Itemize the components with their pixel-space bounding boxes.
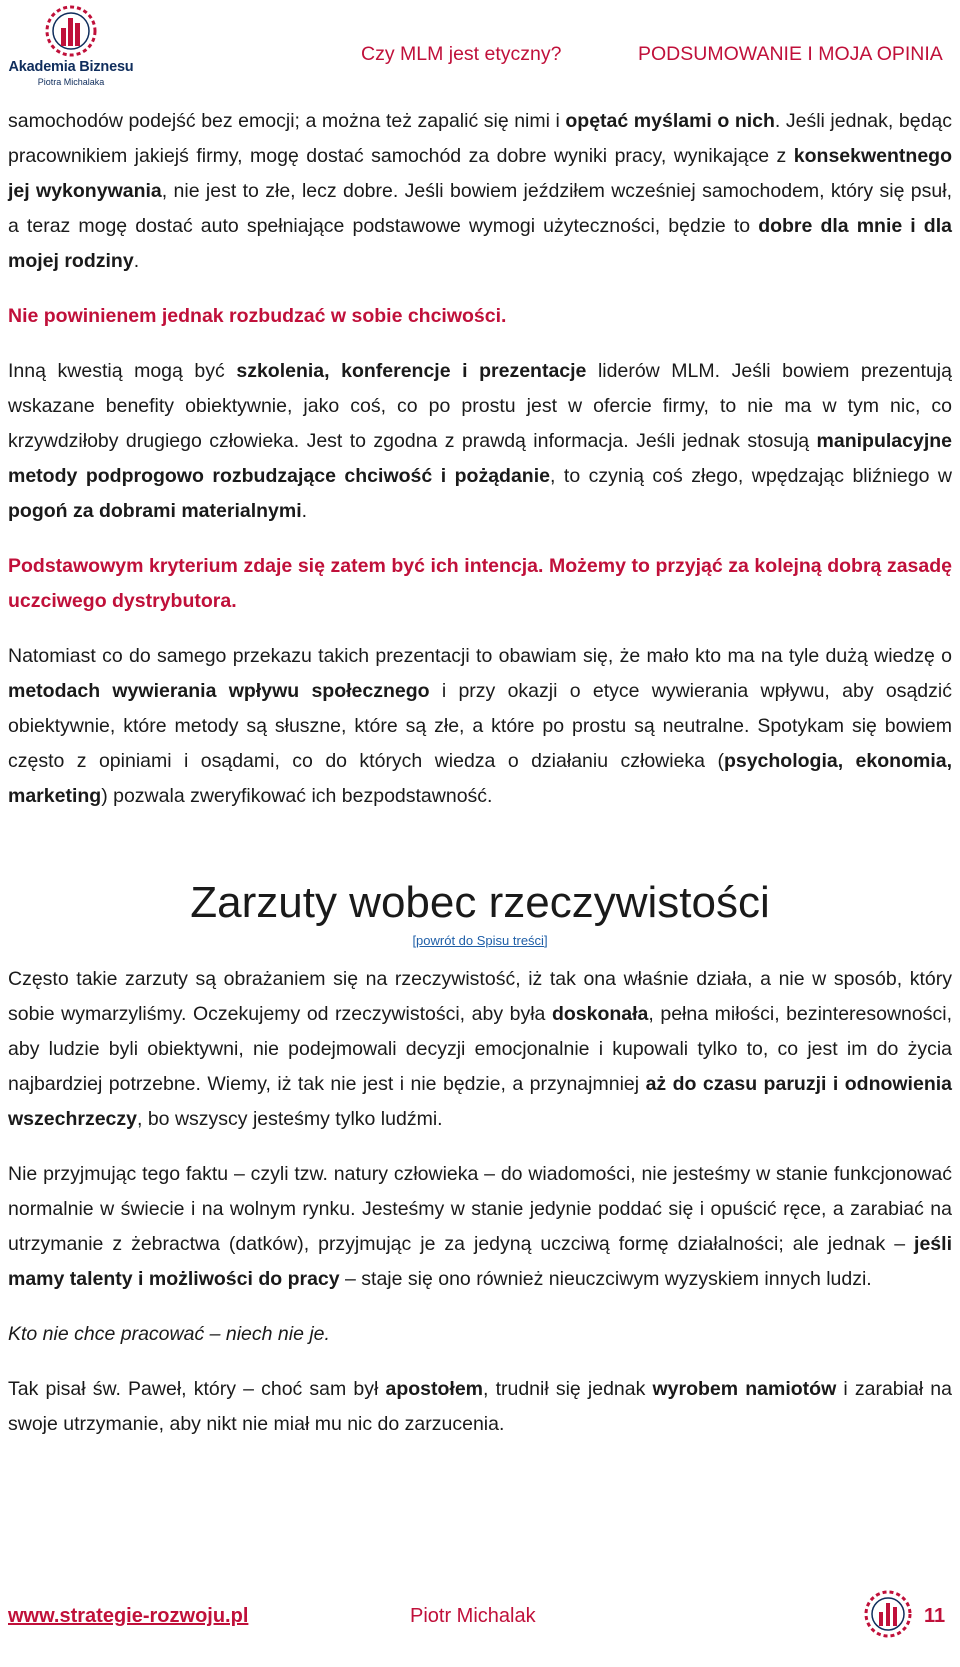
paragraph-5 xyxy=(8,639,952,814)
document-title: Czy MLM jest etyczny? xyxy=(361,43,562,65)
logo-name: Akademia Biznesu xyxy=(8,59,134,75)
bold-run: konsekwentnego jej wykonywania xyxy=(8,145,952,202)
text-run: . Jeśli jednak, będąc pracownikiem jakiejś firmy, mogę dostać samochód za dobre wyniki pracy, wynikające z xyxy=(8,110,952,167)
bold-run: aż do czasu paruzji i odnowienia wszechrzeczy xyxy=(8,1073,952,1130)
highlight-paragraph-1: Nie powinienem jednak rozbudzać w sobie chciwości. xyxy=(8,305,507,327)
back-to-toc xyxy=(8,932,952,950)
document-body xyxy=(8,104,952,1462)
paragraph-7 xyxy=(8,1157,952,1297)
text-run: ) pozwala zweryfikować ich bezpodstawność. xyxy=(101,785,493,807)
bold-run: pogoń za dobrami materialnymi xyxy=(8,500,302,522)
bold-run: wyrobem namiotów xyxy=(652,1378,837,1400)
text-run: , bo wszyscy jesteśmy tylko ludźmi. xyxy=(137,1108,443,1130)
paragraph-6 xyxy=(8,962,952,1137)
bold-run: apostołem xyxy=(385,1378,484,1400)
paragraph-9 xyxy=(8,1372,952,1442)
text-run: Często takie zarzuty są obrażaniem się na rzeczywistość, iż tak ona właśnie działa, a nie w sposób, który sobie wymarzyliśmy. Oczekujemy od rzeczywistości, aby była xyxy=(8,968,952,1025)
paragraph-1 xyxy=(8,104,952,279)
bold-run: jeśli mamy talenty i możliwości do pracy xyxy=(8,1233,952,1290)
text-run: – staje się ono również nieuczciwym wyzyskiem innych ludzi. xyxy=(339,1268,872,1290)
text-run: Nie przyjmując tego faktu – czyli tzw. natury człowieka – do wiadomości, nie jesteśmy w stanie funkcjonować normalnie w świecie i na wolnym rynku. Jesteśmy w stanie jedynie poddać się i opuścić ręce, a zarabiać na utrzymanie z żebractwa (datków), przyjmując je za jedyną uczciwą formę działalności; ale jednak – xyxy=(8,1163,952,1255)
text-run: , nie jest to złe, lecz dobre. Jeśli bowiem jeździłem wcześniej samochodem, który się psuł, a teraz mogę dostać auto spełniające podstawowe wymogi użyteczności, będzie to xyxy=(8,180,953,237)
bold-run: manipulacyjne metody podprogowo rozbudzające chciwość i pożądanie xyxy=(8,430,952,487)
footer-author: Piotr Michalak xyxy=(410,1605,536,1627)
logo-subtitle: Piotra Michalaka xyxy=(37,77,105,87)
quote-paragraph: Kto nie chce pracować – niech nie je. xyxy=(8,1323,330,1345)
text-run: Inną kwestią mogą być xyxy=(8,360,237,382)
footer-logo-icon xyxy=(862,1588,914,1640)
bold-run: doskonała xyxy=(551,1003,649,1025)
bold-run: szkolenia, konferencje i prezentacje xyxy=(236,360,587,382)
bold-run: dobre dla mnie i dla mojej rodziny xyxy=(8,215,952,272)
text-run: i przy okazji o etyce wywierania wpływu, aby osądzić obiektywnie, które metody są słuszne, które są złe, a które po prostu są neutralne. Spotykam się bowiem często z opiniami i osądami, co do których wiedza o działaniu człowieka ( xyxy=(8,680,952,772)
bold-run: psychologia, ekonomia, marketing xyxy=(8,750,952,807)
section-heading: Zarzuty wobec rzeczywistości xyxy=(190,878,770,927)
footer-website-link[interactable]: www.strategie-rozwoju.pl xyxy=(8,1605,249,1627)
text-run: i zarabiał na swoje utrzymanie, aby nikt nie miał mu nic do zarzucenia. xyxy=(8,1378,952,1435)
text-run: Natomiast co do samego przekazu takich prezentacji to obawiam się, że mało kto ma na tyle dużą wiedzę o xyxy=(8,645,952,667)
highlight-paragraph-2: Podstawowym kryterium zdaje się zatem być ich intencja. Możemy to przyjąć za kolejną dobrą zasadę uczciwego dystrybutora. xyxy=(8,555,952,612)
text-run: . xyxy=(301,500,308,522)
logo-emblem-icon xyxy=(37,4,105,58)
page-number: 11 xyxy=(924,1605,946,1627)
text-run: samochodów podejść bez emocji; a można też zapalić się nimi i xyxy=(8,110,566,132)
text-run: . xyxy=(133,250,140,272)
akademia-biznesu-logo xyxy=(4,4,138,88)
section-title: PODSUMOWANIE I MOJA OPINIA xyxy=(638,43,943,65)
text-run: Tak pisał św. Paweł, który – choć sam był xyxy=(8,1378,386,1400)
text-run: liderów MLM. Jeśli bowiem prezentują wskazane benefity obiektywnie, jako coś, co po prostu jest w ofercie firmy, to nie ma w tym nic, co krzywdziłoby drugiego człowieka. Jest to zgodna z prawdą informacja. Jeśli jednak stosują xyxy=(8,360,952,452)
bold-run: opętać myślami o nich xyxy=(565,110,775,132)
bold-run: metodach wywierania wpływu społecznego xyxy=(8,680,430,702)
text-run: , pełna miłości, bezinteresowności, aby ludzie byli obiektywni, nie podejmowali decyzji emocjonalnie i kupowali tylko to, co jest im do życia najbardziej potrzebne. Wiemy, iż tak nie jest i nie będzie, a przynajmniej xyxy=(8,1003,952,1095)
text-run: , trudnił się jednak xyxy=(483,1378,653,1400)
paragraph-3 xyxy=(8,354,952,529)
text-run: , to czynią coś złego, wpędzając bliźniego w xyxy=(549,465,952,487)
page-header xyxy=(0,0,960,100)
back-to-toc-link[interactable]: [powrót do Spisu treści] xyxy=(412,933,548,948)
